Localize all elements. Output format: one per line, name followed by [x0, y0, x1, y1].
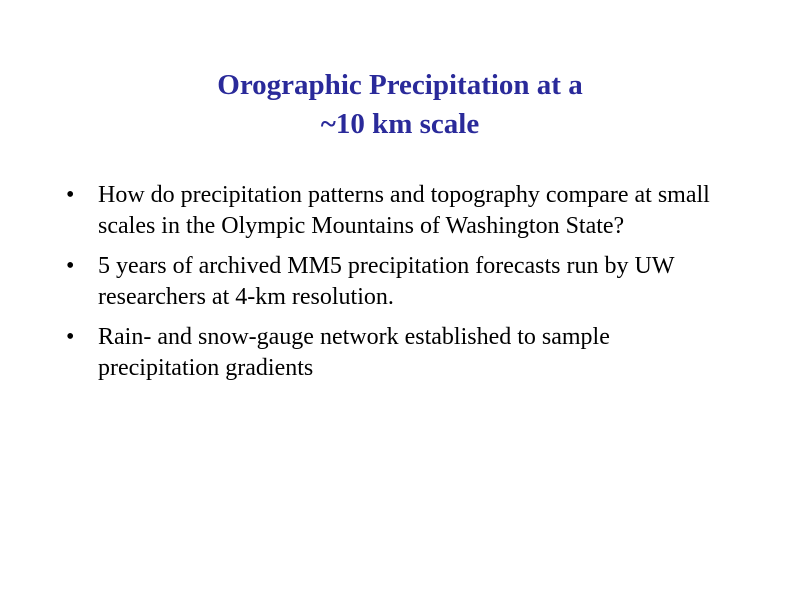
slide-title	[100, 66, 700, 144]
bullet-list	[66, 180, 726, 393]
bullet-dot-icon: •	[66, 182, 75, 208]
bullet-item-2	[66, 251, 726, 313]
slide-title-line-2: ~10 km scale	[320, 108, 480, 140]
bullet-text-3: Rain- and snow-gauge network established to sample precipitation gradients	[98, 324, 610, 381]
slide-title-line-1: Orographic Precipitation at a	[217, 69, 583, 101]
bullet-text-1: How do precipitation patterns and topography compare at small scales in the Olympic Mountains of Washington State?	[98, 182, 710, 239]
bullet-item-1	[66, 180, 726, 242]
bullet-dot-icon: •	[66, 324, 75, 350]
bullet-dot-icon: •	[66, 253, 75, 279]
bullet-text-2: 5 years of archived MM5 precipitation forecasts run by UW researchers at 4-km resolution.	[98, 253, 675, 310]
bullet-item-3	[66, 322, 726, 384]
